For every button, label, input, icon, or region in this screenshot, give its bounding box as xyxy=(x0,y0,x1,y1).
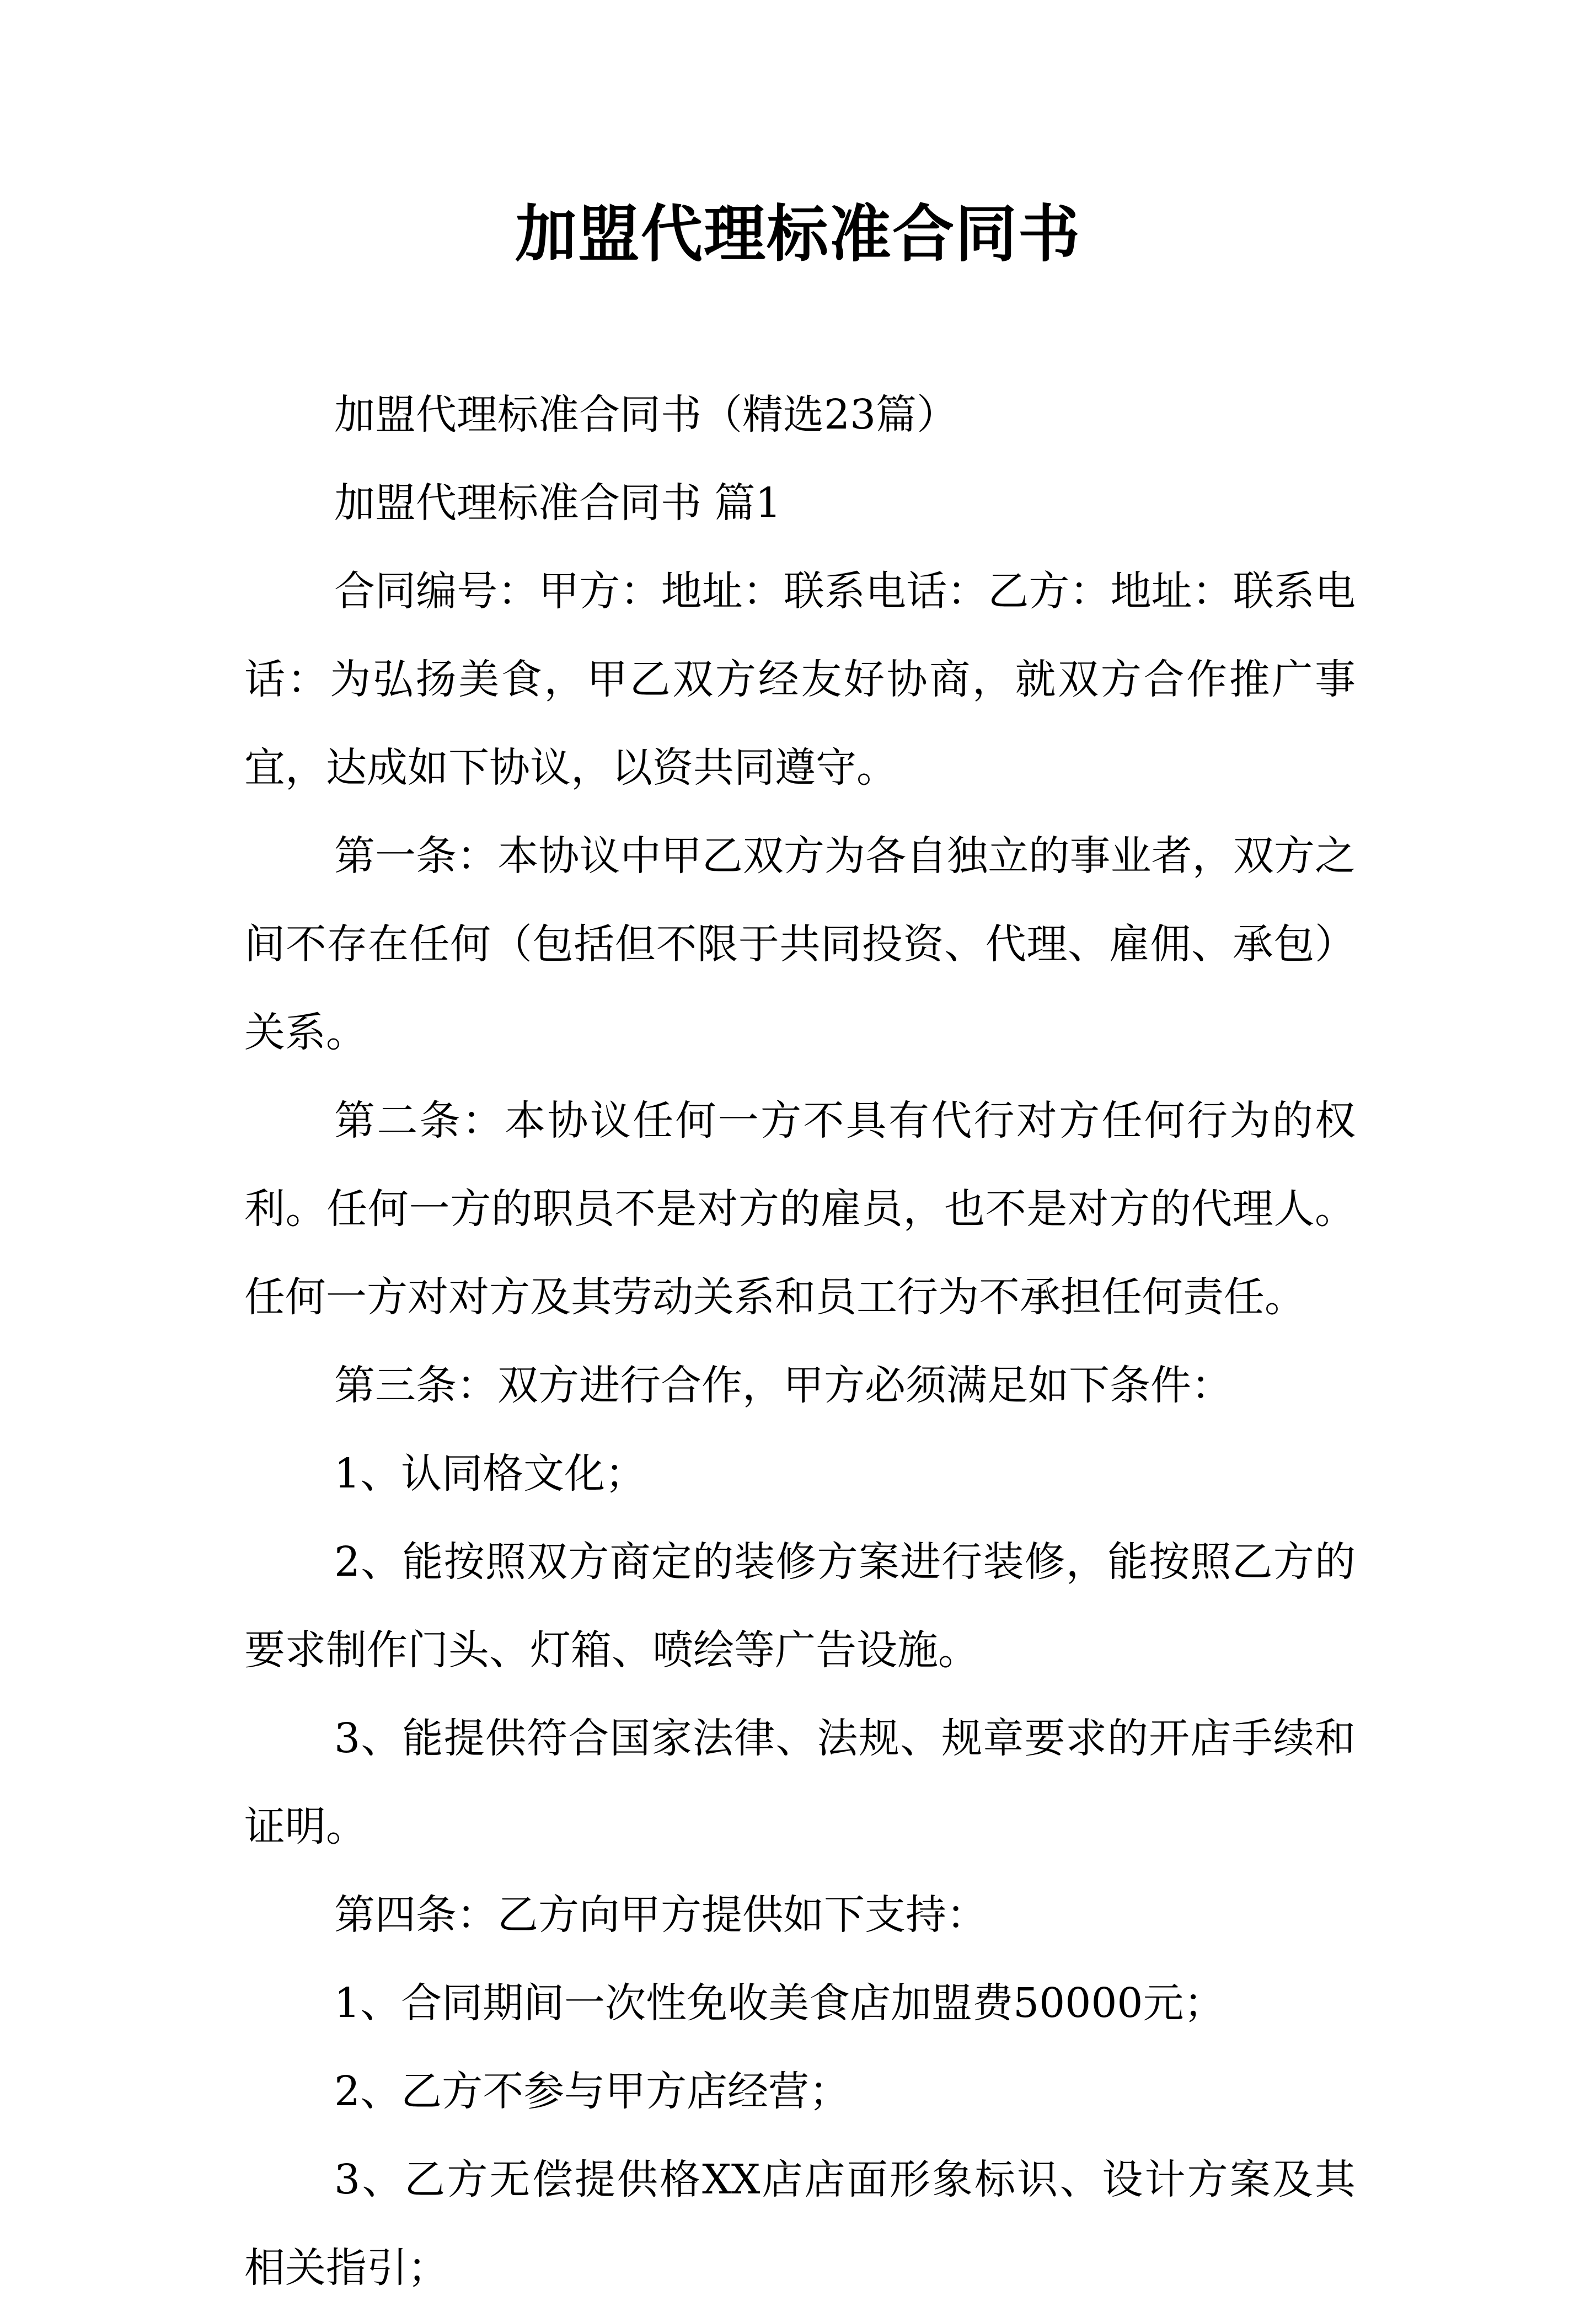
paragraph-article-4-item-2: 2、乙方不参与甲方店经营； xyxy=(334,2068,850,2115)
paragraph-article-3-item-2: 2、能按照双方商定的装修方案进行装修，能按照乙方的要求制作门头、灯箱、喷绘等广告设施。 xyxy=(244,1538,1356,1674)
paragraph-article-2: 第二条：本协议任何一方不具有代行对方任何行为的权利。任何一方的职员不是对方的雇员，也不是对方的代理人。任何一方对对方及其劳动关系和员工行为不承担任何责任。 xyxy=(244,1097,1356,1321)
paragraph-section-heading: 加盟代理标准合同书 篇1 xyxy=(334,479,781,527)
paragraph-article-3: 第三条：双方进行合作，甲方必须满足如下条件： xyxy=(334,1362,1232,1409)
paragraph-article-4-item-1: 1、合同期间一次性免收美食店加盟费50000元； xyxy=(334,1979,1225,2027)
paragraph-article-3-item-3: 3、能提供符合国家法律、法规、规章要求的开店手续和证明。 xyxy=(244,1715,1356,1850)
paragraph-preamble: 合同编号：甲方：地址：联系电话：乙方：地址：联系电话：为弘扬美食，甲乙双方经友好协商，就双方合作推广事宜，达成如下协议，以资共同遵守。 xyxy=(244,568,1356,791)
document-body xyxy=(244,371,1356,2312)
paragraph-article-3-item-1: 1、认同格文化； xyxy=(334,1450,646,1497)
paragraph-article-4: 第四条：乙方向甲方提供如下支持： xyxy=(334,1891,987,1939)
paragraph-article-4-item-3: 3、乙方无偿提供格XX店店面形象标识、设计方案及其相关指引； xyxy=(244,2156,1356,2292)
document-title: 加盟代理标准合同书 xyxy=(515,199,1081,270)
paragraph-article-1: 第一条：本协议中甲乙双方为各自独立的事业者，双方之间不存在任何（包括但不限于共同投资、代理、雇佣、承包）关系。 xyxy=(244,832,1356,1056)
paragraph-subtitle: 加盟代理标准合同书（精选23篇） xyxy=(334,391,958,438)
